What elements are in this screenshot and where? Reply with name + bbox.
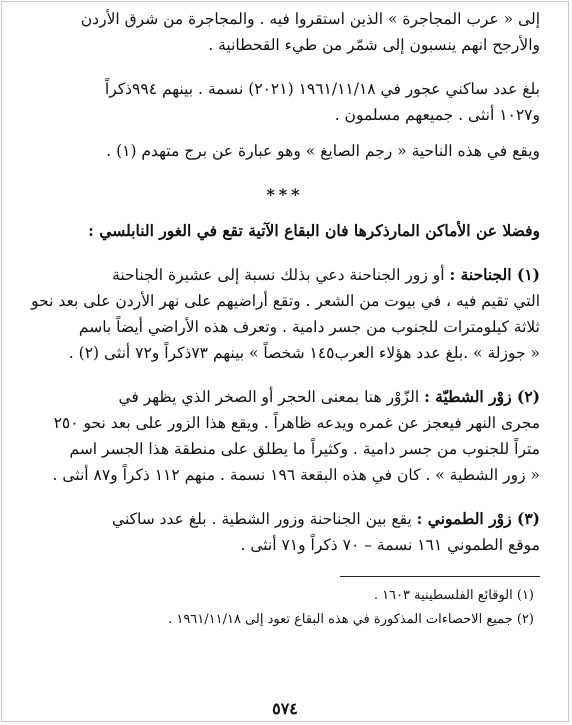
paragraph-ruin [30,138,540,164]
text-line: « زور الشطية » . كان في هذه البقعة ١٩٦ نسمة . منهم ١١٢ ذكراً و٨٧ أنثى . [52,466,540,484]
text-line: وفضلا عن الأماكن المارذكرها فان البقاع الآتية تقع في الغور النابلسي : [88,221,540,240]
footnotes [30,576,540,632]
paragraph-population [30,76,540,128]
page-number: ٥٧٤ [272,699,298,718]
item-text: الزّوْر هنا بمعنى الحجر أو الصخر الذي يظهر في [118,388,425,406]
text-line: إلى « عرب المجاجرة » الذين استقروا فيه . والمجاجرة من شرق الأردن [80,10,540,28]
document-page [30,6,540,718]
text-line: موقع الطموني ١٦١ نسمة – ٧٠ ذكراً و٧١ أنثى . [240,536,540,554]
footnote: (١) الوقائع الفلسطينية ١٦٠٣ . [373,588,534,603]
item-zor-tamouni [30,506,540,558]
footnote-rule [340,576,540,577]
paragraph-intro [30,6,540,58]
text-line: والأرجح انهم ينسبون إلى شمّر من طيء القحطانية . [208,36,540,54]
text-line: و١٠٢٧ أنثى . جميعهم مسلمون . [334,106,540,124]
text-line: ويقع في هذه الناحية « رجم الصايغ » وهو عبارة عن برج متهدم (١) . [106,142,540,160]
item-heading: (١) الجناحنة : [449,265,540,284]
text-line [30,506,540,532]
text-line: بلغ عدد ساكني عجور في ١٩٦١/١١/١٨ (٢٠٢١) نسمة . بينهم ٩٩٤ذكراً [104,80,540,98]
paragraph-lead [30,218,540,244]
section-separator: *** [266,185,304,204]
item-text: أو زور الجناحنة دعي بذلك نسبة إلى عشيرة الجناحنة [112,266,450,284]
text-line: « جوزلة » .بلغ عدد هؤلاء العرب١٤٥ شخصاً » بينهم ٧٣ذكراً و٧٢ أنثى (٢) . [68,344,540,362]
item-heading: (٢) زوْر الشطيّة : [424,387,540,406]
text-line: ثلاثة كيلومترات للجنوب من جسر دامية . وتعرف هذه الأراضي أيضاً باسم [78,318,540,336]
text-line: متراً للجنوب من جسر دامية . وكثيراً ما يطلق على منطقة هذا الجسر اسم [69,440,540,458]
text-line: التي تقيم فيه ، في بيوت من الشعر . وتقع أراضيهم على نهر الأردن على بعد نحو [31,292,540,310]
item-heading: (٣) زوْر الطموني : [416,509,540,528]
item-text: يقع بين الجناحنة وزور الشطية . بلغ عدد ساكني [112,510,417,528]
text-line: مجرى النهر فيعجز عن غمره ويدعه ظاهراً . ويقع هذا الزور على بعد نحو ٢٥٠ [53,414,540,432]
footnote: (٢) جميع الاحصاءات المذكورة في هذه البقاع تعود إلى ١٩٦١/١١/١٨ . [168,612,534,627]
text-line [30,262,540,288]
text-line [30,384,540,410]
item-jnahneh [30,262,540,366]
item-zor-shatiyeh [30,384,540,488]
